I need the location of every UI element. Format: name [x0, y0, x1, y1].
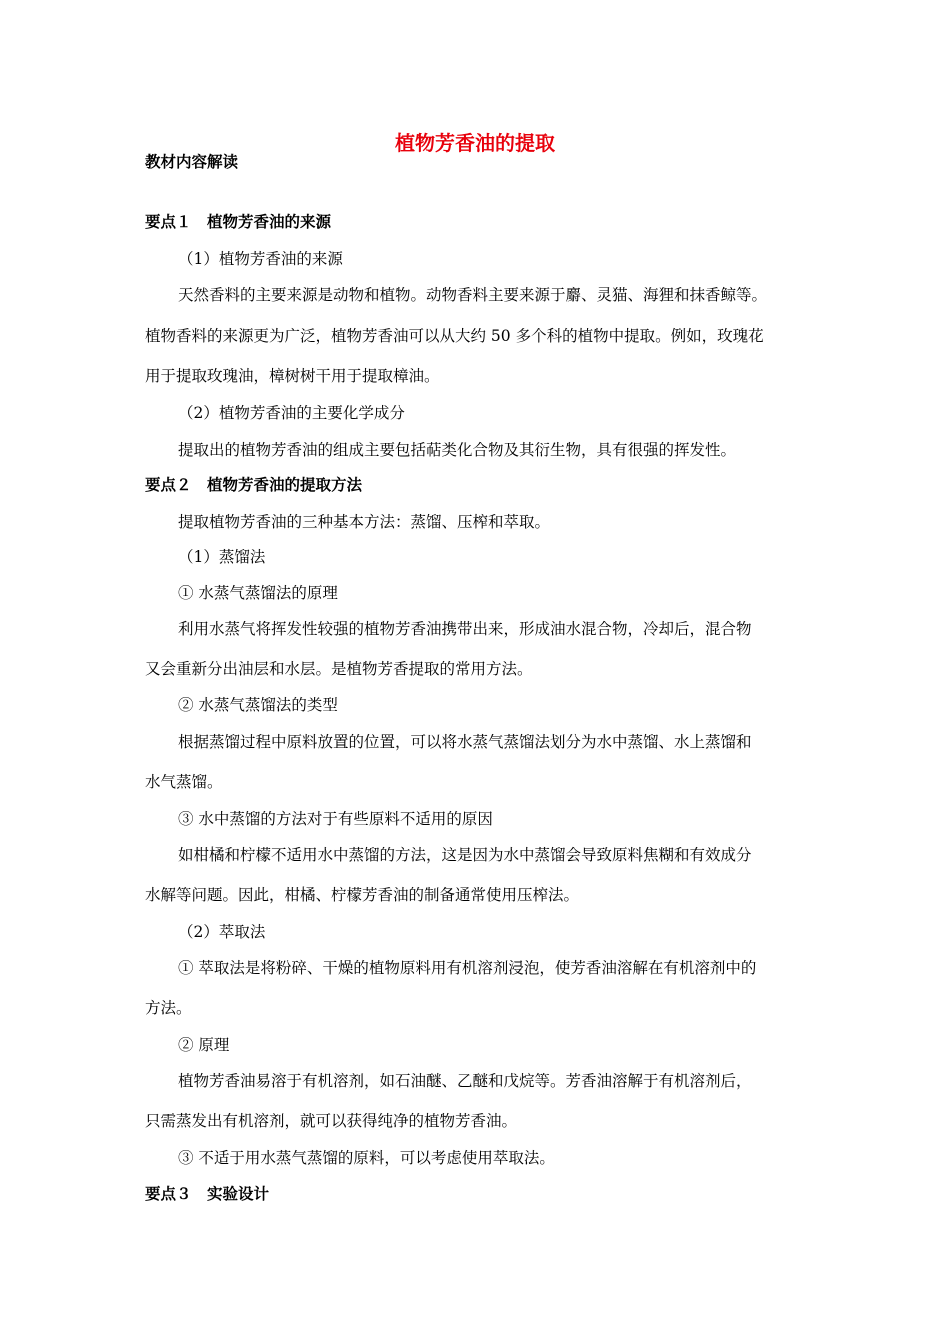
- point-2-subheading-1: （1）蒸馏法: [178, 548, 266, 566]
- paragraph-line: 根据蒸馏过程中原料放置的位置，可以将水蒸气蒸馏法划分为水中蒸馏、水上蒸馏和: [178, 733, 752, 751]
- page-title: 植物芳香油的提取: [395, 131, 555, 155]
- paragraph-line: 植物芳香油易溶于有机溶剂，如石油醚、乙醚和戊烷等。芳香油溶解于有机溶剂后，: [178, 1072, 752, 1090]
- list-item-heading: ③ 水中蒸馏的方法对于有些原料不适用的原因: [178, 810, 493, 828]
- paragraph-line: 天然香料的主要来源是动物和植物。动物香料主要来源于麝、灵猫、海狸和抹香鲸等。: [178, 286, 768, 304]
- paragraph-line: 提取出的植物芳香油的组成主要包括萜类化合物及其衍生物，具有很强的挥发性。: [178, 441, 737, 459]
- section-header: 教材内容解读: [145, 153, 239, 171]
- list-item-heading: ② 水蒸气蒸馏法的类型: [178, 696, 338, 714]
- paragraph-line: 只需蒸发出有机溶剂，就可以获得纯净的植物芳香油。: [145, 1112, 518, 1130]
- paragraph-line: 方法。: [145, 999, 192, 1017]
- point-2-subheading-2: （2）萃取法: [178, 923, 266, 941]
- paragraph-line: ① 萃取法是将粉碎、干燥的植物原料用有机溶剂浸泡，使芳香油溶解在有机溶剂中的: [178, 959, 757, 977]
- point-3-heading: 要点３ 实验设计: [145, 1185, 270, 1203]
- list-item-heading: ① 水蒸气蒸馏法的原理: [178, 584, 338, 602]
- paragraph-line: 水气蒸馏。: [145, 773, 223, 791]
- paragraph-line: 又会重新分出油层和水层。是植物芳香提取的常用方法。: [145, 660, 533, 678]
- paragraph-line: 用于提取玫瑰油，樟树树干用于提取樟油。: [145, 367, 440, 385]
- paragraph-line: 植物香料的来源更为广泛，植物芳香油可以从大约 50 多个科的植物中提取。例如，玫瑰花: [145, 327, 764, 345]
- paragraph-line: 利用水蒸气将挥发性较强的植物芳香油携带出来，形成油水混合物，冷却后，混合物: [178, 620, 752, 638]
- point-1-heading: 要点１ 植物芳香油的来源: [145, 213, 332, 231]
- paragraph-line: 如柑橘和柠檬不适用水中蒸馏的方法，这是因为水中蒸馏会导致原料焦糊和有效成分: [178, 846, 752, 864]
- paragraph-line: ③ 不适于用水蒸气蒸馏的原料，可以考虑使用萃取法。: [178, 1149, 555, 1167]
- point-1-subheading-2: （2）植物芳香油的主要化学成分: [178, 404, 405, 422]
- list-item-heading: ② 原理: [178, 1036, 230, 1054]
- point-1-subheading-1: （1）植物芳香油的来源: [178, 250, 343, 268]
- paragraph-line: 提取植物芳香油的三种基本方法：蒸馏、压榨和萃取。: [178, 513, 551, 531]
- paragraph-line: 水解等问题。因此，柑橘、柠檬芳香油的制备通常使用压榨法。: [145, 886, 580, 904]
- point-2-heading: 要点２ 植物芳香油的提取方法: [145, 476, 363, 494]
